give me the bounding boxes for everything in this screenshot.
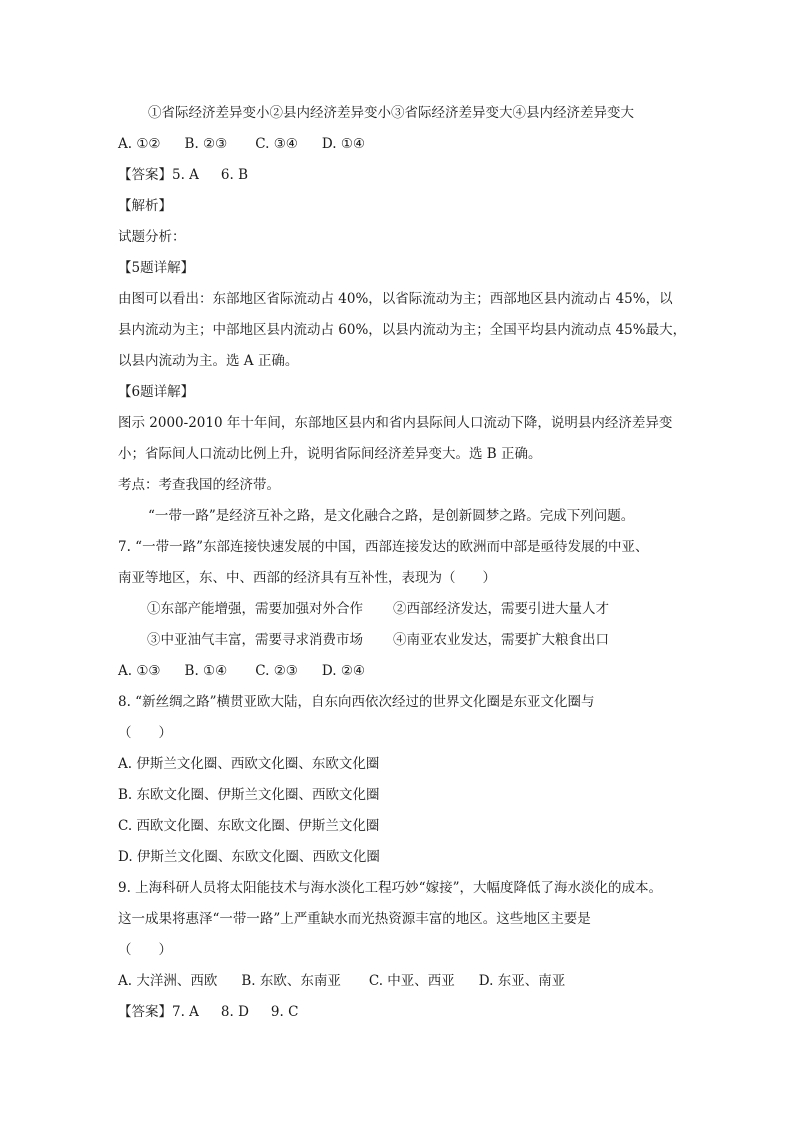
q5-detail-label: 【5题详解】 [118, 260, 195, 276]
q8-stem: 8. “新丝绸之路”横贯亚欧大陆，自东向西依次经过的世界文化圈是东亚文化圈与 [118, 694, 595, 710]
analysis-label: 【解析】 [118, 198, 172, 214]
q6-detail-label: 【6题详解】 [118, 384, 195, 400]
q6-option-statements: ①省际经济差异变小②县内经济差异变小③省际经济差异变大④县内经济差异变大 [148, 105, 634, 121]
q7-statements-row-2 [118, 625, 684, 656]
q7-choice-a: A. ①③ [118, 663, 161, 679]
q7-stem-line: 南亚等地区，东、中、西部的经济具有互补性，表现为（ ） [118, 570, 496, 586]
q7-statement-1: ①东部产能增强，需要加强对外合作 [147, 601, 363, 617]
q8-option-b: B. 东欧文化圈、伊斯兰文化圈、西欧文化圈 [118, 787, 380, 803]
q7-statement-3: ③中亚油气丰富，需要寻求消费市场 [147, 632, 363, 648]
q6-choice-a: A. ①② [118, 136, 161, 152]
q9-choice-c: C. 中亚、西亚 [368, 973, 455, 989]
q6-detail-line: 小；省际间人口流动比例上升，说明省际间经济差异变大。选 B 正确。 [118, 446, 542, 462]
q5-detail-line: 由图可以看出：东部地区省际流动占 40%，以省际流动为主；西部地区县内流动占 45%，以 [118, 291, 673, 307]
answer-5-6 [118, 160, 684, 191]
analysis-intro: 试题分析： [118, 229, 186, 245]
q6-choices [118, 129, 684, 160]
q7-stem-line: 7. “一带一路”东部连接快速发展的中国，西部连接发达的欧洲而中部是亟待发展的中亚、 [118, 539, 649, 555]
kaodian: 考点：考查我国的经济带。 [118, 477, 280, 493]
q5-detail-line: 县内流动为主；中部地区县内流动占 60%，以县内流动为主；全国平均县内流动点 45%最大， [118, 322, 687, 338]
q6-choice-c: C. ③④ [255, 136, 298, 152]
q9-paren: （ ） [118, 942, 172, 958]
q9-choice-b: B. 东欧、东南亚 [241, 973, 341, 989]
q8-option-a: A. 伊斯兰文化圈、西欧文化圈、东欧文化圈 [118, 756, 380, 772]
q7-choices [118, 656, 684, 687]
q6-choice-b: B. ②③ [184, 136, 228, 152]
q7-statement-2: ②西部经济发达，需要引进大量人才 [393, 601, 609, 617]
q6-choice-d: D. ①④ [321, 136, 366, 152]
document-page [118, 98, 687, 1028]
q7-statement-4: ④南亚农业发达，需要扩大粮食出口 [393, 632, 609, 648]
q7-statements-row-1 [118, 594, 684, 625]
q7-choice-c: C. ②③ [255, 663, 298, 679]
answer-q6: 6. B [220, 167, 249, 183]
q8-option-c: C. 西欧文化圈、东欧文化圈、伊斯兰文化圈 [118, 818, 380, 834]
q9-choice-a: A. 大洋洲、西欧 [118, 973, 218, 989]
answer-7-9 [118, 997, 684, 1028]
answer-label: 【答案】 [118, 1004, 172, 1020]
q8-option-d: D. 伊斯兰文化圈、东欧文化圈、西欧文化圈 [118, 849, 380, 865]
answer-q8: 8. D [220, 1004, 249, 1020]
answer-q7: 7. A [172, 1004, 199, 1020]
q9-choice-d: D. 东亚、南亚 [478, 973, 566, 989]
q9-stem-line: 这一成果将惠泽“一带一路”上严重缺水而光热资源丰富的地区。这些地区主要是 [118, 911, 591, 927]
q5-detail-line: 以县内流动为主。选 A 正确。 [118, 353, 299, 369]
passage-intro: “一带一路”是经济互补之路，是文化融合之路，是创新圆梦之路。完成下列问题。 [148, 508, 635, 524]
q7-choice-d: D. ②④ [321, 663, 366, 679]
answer-q9: 9. C [270, 1004, 299, 1020]
q8-paren: （ ） [118, 725, 172, 741]
q9-choices [118, 966, 684, 997]
q7-choice-b: B. ①④ [184, 663, 228, 679]
q9-stem-line: 9. 上海科研人员将太阳能技术与海水淡化工程巧妙“嫁接”，大幅度降低了海水淡化的成本。 [118, 880, 662, 896]
answer-label: 【答案】 [118, 167, 172, 183]
answer-q5: 5. A [172, 167, 199, 183]
q6-detail-line: 图示 2000-2010 年十年间，东部地区县内和省内县际间人口流动下降，说明县内经济差异变 [118, 415, 673, 431]
